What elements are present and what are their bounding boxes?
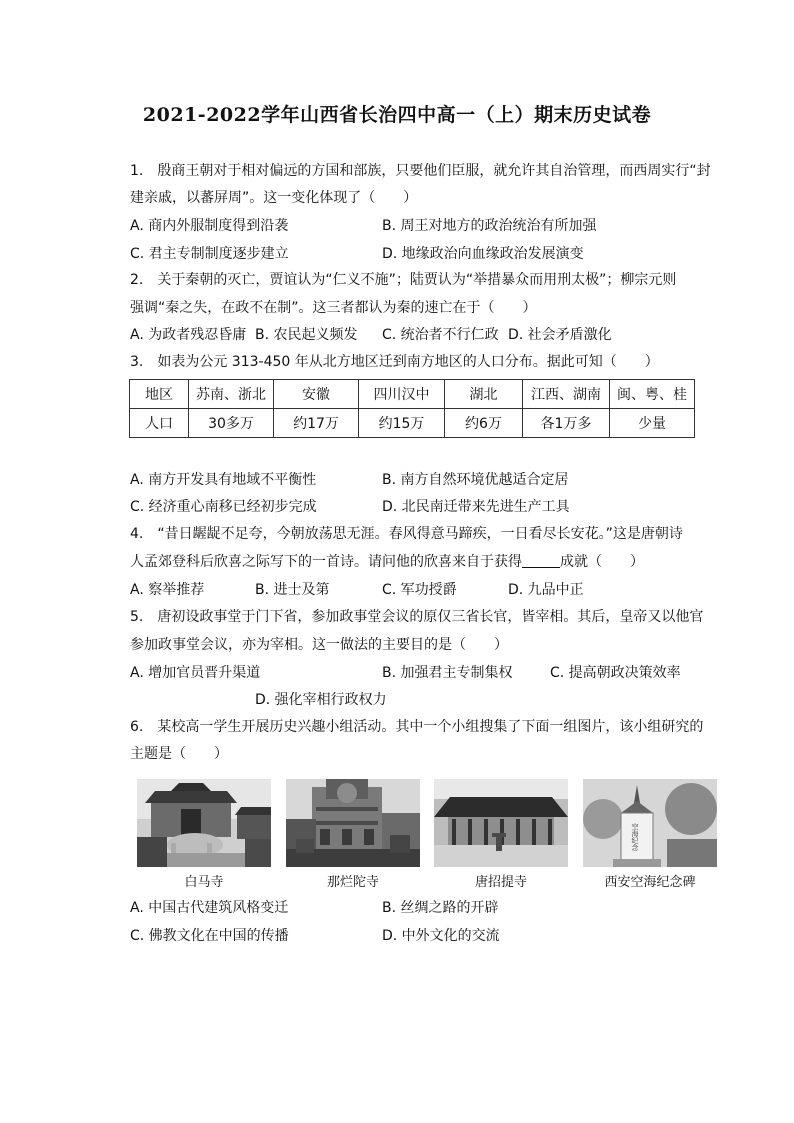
q1-option-c[interactable]: C. 君主专制制度逐步建立	[130, 246, 289, 262]
caption-toshodaiji-temple: 唐招提寺	[474, 875, 527, 890]
q3-option-c[interactable]: C. 经济重心南移已经初步完成	[130, 499, 317, 515]
caption-kukai-memorial: 西安空海纪念碑	[604, 875, 696, 890]
q2-option-d[interactable]: D. 社会矛盾激化	[508, 327, 612, 343]
q5-option-d[interactable]: D. 强化宰相行政权力	[255, 692, 387, 708]
q6-option-a[interactable]: A. 中国古代建筑风格变迁	[130, 900, 289, 916]
q2-stem-line1: 2. 关于秦朝的灭亡，贾谊认为“仁义不施”；陆贾认为“举措暴众而用刑太极”；柳宗元则	[130, 272, 677, 288]
q5-option-b[interactable]: B. 加强君主专制集权	[382, 665, 513, 681]
q6-stem-line1: 6. 某校高一学生开展历史兴趣小组活动。其中一个小组搜集了下面一组图片，该小组研究的	[130, 719, 704, 735]
q6-option-c[interactable]: C. 佛教文化在中国的传播	[130, 928, 289, 944]
q5-stem-line2: 参加政事堂会议，亦为宰相。这一做法的主要目的是（ ）	[130, 637, 508, 653]
q4-option-b[interactable]: B. 进士及第	[255, 582, 330, 598]
table-cell: 30多万	[189, 409, 274, 438]
q1-stem-line1: 1. 殷商王朝对于相对偏远的方国和部族，只要他们臣服，就允许其自治管理，而西周实行“封	[130, 163, 711, 179]
table-cell: 安徽	[274, 380, 359, 409]
q4-option-c[interactable]: C. 军功授爵	[382, 582, 457, 598]
q2-option-b[interactable]: B. 农民起义频发	[255, 327, 358, 343]
table-cell: 约6万	[445, 409, 523, 438]
table-cell: 各1万多	[523, 409, 610, 438]
q3-option-a[interactable]: A. 南方开发具有地域不平衡性	[130, 472, 317, 488]
table-cell: 约17万	[274, 409, 359, 438]
table-cell: 约15万	[359, 409, 445, 438]
table-row	[130, 380, 695, 409]
table-row	[130, 409, 695, 438]
q3-option-d[interactable]: D. 北民南迁带来先进生产工具	[382, 499, 570, 515]
table-cell: 四川汉中	[359, 380, 445, 409]
q1-option-d[interactable]: D. 地缘政治向血缘政治发展演变	[382, 246, 584, 262]
table-cell: 湖北	[445, 380, 523, 409]
q6-option-b[interactable]: B. 丝绸之路的开辟	[382, 900, 499, 916]
q4-stem-text: 人孟郊登科后欣喜之际写下的一首诗。请问他的欣喜来自于获得	[130, 554, 522, 570]
q5-option-a[interactable]: A. 增加官员晋升渠道	[130, 665, 261, 681]
caption-baima-temple: 白马寺	[184, 875, 224, 890]
caption-nalanda-temple: 那烂陀寺	[326, 875, 379, 890]
kukai-memorial-photo	[583, 779, 717, 867]
table-cell: 江西、湖南	[523, 380, 610, 409]
q4-option-a[interactable]: A. 察举推荐	[130, 582, 205, 598]
q4-stem-line1: 4. “昔日龌龊不足夸，今朝放荡思无涯。春风得意马蹄疾，一日看尽长安花。”这是唐朝诗	[130, 526, 683, 542]
q5-stem-line1: 5. 唐初设政事堂于门下省，参加政事堂会议的原仅三省长官，皆宰相。其后，皇帝又以他官	[130, 609, 704, 625]
q1-option-b[interactable]: B. 周王对地方的政治统治有所加强	[382, 218, 597, 234]
table-cell: 地区	[130, 380, 189, 409]
q6-stem-line2: 主题是（ ）	[130, 746, 228, 762]
table-cell: 苏南、浙北	[189, 380, 274, 409]
baima-temple-photo	[137, 779, 271, 867]
toshodaiji-temple-photo	[434, 779, 568, 867]
q1-stem-line2: 建亲戚，以蕃屏周”。这一变化体现了（ ）	[130, 190, 418, 206]
table-cell: 少量	[610, 409, 695, 438]
exam-title: 2021-2022学年山西省长治四中高一（上）期末历史试卷	[142, 104, 652, 126]
q5-option-c[interactable]: C. 提高朝政决策效率	[550, 665, 681, 681]
answer-blank[interactable]	[522, 553, 560, 568]
q1-option-a[interactable]: A. 商内外服制度得到沿袭	[130, 218, 289, 234]
q2-option-a[interactable]: A. 为政者残忍昏庸	[130, 327, 247, 343]
q4-stem-line2	[130, 552, 644, 572]
q2-stem-line2: 强调“秦之失，在政不在制”。这三者都认为秦的速亡在于（ ）	[130, 300, 537, 316]
population-table	[129, 379, 695, 438]
q3-option-b[interactable]: B. 南方自然环境优越适合定居	[382, 472, 569, 488]
q4-stem-tail: 成就（ ）	[560, 554, 644, 570]
stele-text: 空海纪念	[631, 823, 639, 851]
q4-option-d[interactable]: D. 九品中正	[508, 582, 584, 598]
q6-option-d[interactable]: D. 中外文化的交流	[382, 928, 500, 944]
table-cell: 闽、粤、桂	[610, 380, 695, 409]
q3-stem: 3. 如表为公元 313-450 年从北方地区迁到南方地区的人口分布。据此可知（ ）	[130, 354, 659, 370]
q2-option-c[interactable]: C. 统治者不行仁政	[382, 327, 499, 343]
nalanda-temple-photo	[286, 779, 420, 867]
table-cell: 人口	[130, 409, 189, 438]
